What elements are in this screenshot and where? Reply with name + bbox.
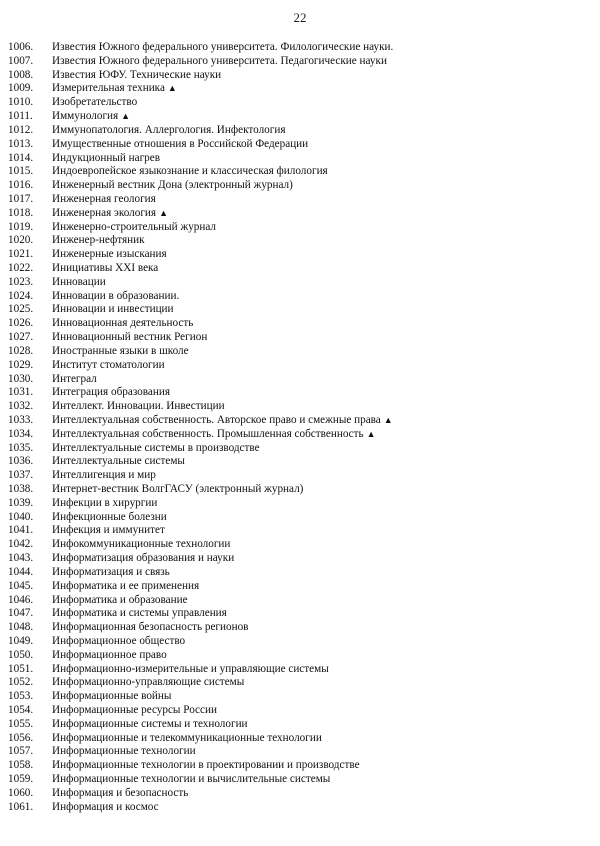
entry-number: 1028.: [8, 344, 34, 357]
list-item: [8, 400, 592, 414]
entry-number: 1029.: [8, 358, 34, 371]
entry-number: 1023.: [8, 275, 34, 288]
entry-title: Информационные технологии и вычислительные системы: [52, 773, 331, 786]
list-item: [8, 152, 592, 166]
entry-title: Информация и безопасность: [52, 786, 189, 799]
list-item: [8, 124, 592, 138]
entry-title: Иностранные языки в школе: [52, 344, 189, 357]
list-item: [8, 359, 592, 373]
list-item: [8, 317, 592, 331]
entry-title: Институт стоматологии: [52, 358, 165, 371]
list-item: [8, 165, 592, 179]
entry-title: Информационное право: [52, 648, 167, 661]
entry-number: 1036.: [8, 455, 34, 468]
entry-number: 1042.: [8, 538, 34, 551]
entry-title: Информатика и ее применения: [52, 579, 200, 592]
list-item: [8, 511, 592, 525]
list-item: [8, 704, 592, 718]
list-item: [8, 718, 592, 732]
list-item: [8, 759, 592, 773]
list-item: [8, 455, 592, 469]
entry-title: Инфекции в хирургии: [52, 496, 158, 509]
entry-number: 1059.: [8, 773, 34, 786]
entry-title: Интеллигенция и мир: [52, 469, 156, 482]
list-item: [8, 331, 592, 345]
list-item: [8, 635, 592, 649]
list-item: [8, 303, 592, 317]
entry-title: Информатика и образование: [52, 593, 188, 606]
journal-list: [8, 41, 592, 815]
entry-number: 1008.: [8, 68, 34, 81]
list-item: [8, 594, 592, 608]
list-item: [8, 373, 592, 387]
list-item: [8, 801, 592, 815]
page-number: 22: [293, 10, 307, 25]
entry-title: Инженерно-строительный журнал: [52, 220, 217, 233]
entry-title: Инновационный вестник Регион: [52, 331, 208, 344]
list-item: [8, 469, 592, 483]
entry-title: Инициативы XXI века: [52, 262, 159, 274]
triangle-marker-icon: ▲: [366, 428, 376, 439]
entry-title: Информация и космос: [52, 800, 159, 813]
entry-title: Имущественные отношения в Российской Федерации: [52, 137, 309, 150]
triangle-marker-icon: ▲: [383, 414, 393, 425]
entry-title: Измерительная техника: [52, 82, 165, 95]
entry-title: Информационно-управляющие системы: [52, 676, 245, 689]
list-item: [8, 428, 592, 442]
entry-title: Информационно-измерительные и управляющие системы: [52, 662, 329, 675]
list-item: [8, 497, 592, 511]
entry-title: Известия Южного федерального университета. Филологические науки.: [52, 41, 394, 53]
list-item: [8, 745, 592, 759]
entry-title: Иммунология: [52, 110, 119, 123]
entry-number: 1020.: [8, 234, 34, 247]
entry-number: 1019.: [8, 220, 34, 233]
entry-number: 1056.: [8, 731, 34, 744]
entry-number: 1025.: [8, 303, 34, 316]
list-item: [8, 663, 592, 677]
entry-number: 1017.: [8, 192, 34, 205]
entry-number: 1061.: [8, 800, 34, 813]
entry-title: Интеллектуальная собственность. Промышленная собственность: [52, 427, 364, 440]
entry-number: 1055.: [8, 717, 34, 730]
list-item: [8, 787, 592, 801]
entry-number: 1058.: [8, 759, 34, 772]
entry-number: 1040.: [8, 510, 34, 523]
entry-number: 1014.: [8, 151, 34, 164]
list-item: [8, 345, 592, 359]
list-item: [8, 179, 592, 193]
entry-title: Известия ЮФУ. Технические науки: [52, 68, 222, 81]
entry-number: 1031.: [8, 386, 34, 399]
entry-title: Информатизация образования и науки: [52, 552, 235, 565]
entry-title: Инженерные изыскания: [52, 248, 167, 261]
list-item: [8, 207, 592, 221]
entry-title: Известия Южного федерального университета. Педагогические науки: [52, 54, 387, 67]
list-item: [8, 82, 592, 96]
entry-number: 1035.: [8, 441, 34, 454]
entry-number: 1037.: [8, 469, 34, 482]
triangle-marker-icon: ▲: [159, 207, 168, 218]
list-item: [8, 276, 592, 290]
entry-title: Информационные и телекоммуникационные технологии: [52, 731, 322, 744]
entry-number: 1051.: [8, 662, 34, 675]
entry-number: 1033.: [8, 413, 34, 426]
list-item: [8, 138, 592, 152]
list-item: [8, 96, 592, 110]
list-item: [8, 69, 592, 83]
entry-number: 1047.: [8, 607, 34, 620]
entry-number: 1041.: [8, 524, 34, 537]
entry-title: Индоевропейское языкознание и классическая филология: [52, 165, 328, 178]
list-item: [8, 732, 592, 746]
entry-number: 1009.: [8, 82, 34, 95]
list-item: [8, 55, 592, 69]
list-item: [8, 483, 592, 497]
entry-number: 1024.: [8, 289, 34, 302]
entry-title: Информационные технологии: [52, 745, 196, 758]
entry-title: Инженерный вестник Дона (электронный журнал): [52, 179, 293, 192]
entry-number: 1045.: [8, 579, 34, 592]
list-item: [8, 234, 592, 248]
entry-number: 1053.: [8, 690, 34, 703]
entry-number: 1060.: [8, 786, 34, 799]
entry-title: Интеграция образования: [52, 386, 170, 399]
entry-title: Инновации и инвестиции: [52, 303, 174, 316]
entry-number: 1052.: [8, 676, 34, 689]
entry-number: 1018.: [8, 206, 34, 219]
entry-title: Интернет-вестник ВолгГАСУ (электронный журнал): [52, 483, 304, 495]
entry-title: Иммунопатология. Аллергология. Инфектология: [52, 123, 286, 136]
entry-number: 1048.: [8, 621, 34, 634]
entry-number: 1054.: [8, 704, 34, 716]
list-item: [8, 193, 592, 207]
entry-title: Изобретательство: [52, 96, 138, 109]
entry-number: 1007.: [8, 54, 34, 67]
entry-number: 1011.: [8, 110, 33, 123]
list-item: [8, 41, 592, 55]
entry-title: Инженерная геология: [52, 192, 156, 205]
list-item: [8, 649, 592, 663]
entry-title: Интеграл: [52, 372, 97, 385]
entry-title: Инженер-нефтяник: [52, 234, 145, 247]
entry-number: 1030.: [8, 372, 34, 385]
entry-title: Информационные ресурсы России: [52, 704, 217, 716]
list-item: [8, 566, 592, 580]
entry-number: 1015.: [8, 165, 34, 178]
list-item: [8, 676, 592, 690]
triangle-marker-icon: ▲: [167, 83, 177, 94]
entry-number: 1010.: [8, 96, 34, 109]
entry-title: Инновации: [52, 275, 106, 288]
entry-title: Информационные войны: [52, 690, 172, 703]
entry-number: 1034.: [8, 427, 34, 440]
list-item: [8, 621, 592, 635]
list-item: [8, 773, 592, 787]
entry-number: 1039.: [8, 496, 34, 509]
entry-title: Интеллектуальные системы в производстве: [52, 441, 260, 454]
entry-number: 1027.: [8, 331, 34, 344]
list-item: [8, 690, 592, 704]
triangle-marker-icon: ▲: [121, 111, 131, 122]
entry-title: Информатизация и связь: [52, 565, 170, 578]
list-item: [8, 414, 592, 428]
entry-title: Инфекция и иммунитет: [52, 524, 165, 537]
entry-title: Интеллектуальная собственность. Авторское право и смежные права: [52, 413, 381, 426]
list-item: [8, 552, 592, 566]
list-item: [8, 290, 592, 304]
entry-title: Информационное общество: [52, 634, 186, 647]
list-item: [8, 524, 592, 538]
list-item: [8, 580, 592, 594]
entry-number: 1016.: [8, 179, 34, 192]
entry-number: 1057.: [8, 745, 34, 758]
entry-number: 1049.: [8, 634, 34, 647]
entry-title: Инфекционные болезни: [52, 510, 167, 523]
entry-title: Информационная безопасность регионов: [52, 621, 249, 634]
entry-number: 1032.: [8, 400, 34, 413]
entry-title: Инженерная экология: [52, 206, 157, 219]
entry-title: Информатика и системы управления: [52, 607, 227, 620]
entry-number: 1043.: [8, 552, 34, 565]
entry-title: Интеллектуальные системы: [52, 455, 185, 468]
entry-title: Инновации в образовании.: [52, 289, 180, 302]
entry-number: 1038.: [8, 483, 34, 495]
entry-title: Информационные системы и технологии: [52, 717, 248, 730]
entry-title: Информационные технологии в проектировании и производстве: [52, 759, 360, 772]
entry-number: 1021.: [8, 248, 34, 261]
entry-title: Инновационная деятельность: [52, 317, 194, 330]
entry-number: 1006.: [8, 41, 34, 53]
entry-title: Интеллект. Инновации. Инвестиции: [52, 400, 225, 413]
entry-number: 1044.: [8, 565, 34, 578]
list-item: [8, 262, 592, 276]
entry-title: Инфокоммуникационные технологии: [52, 538, 231, 551]
entry-number: 1022.: [8, 262, 34, 274]
entry-number: 1050.: [8, 648, 34, 661]
list-item: [8, 248, 592, 262]
list-item: [8, 442, 592, 456]
list-item: [8, 386, 592, 400]
entry-number: 1026.: [8, 317, 34, 330]
entry-number: 1046.: [8, 593, 34, 606]
entry-number: 1013.: [8, 137, 34, 150]
list-item: [8, 538, 592, 552]
list-item: [8, 607, 592, 621]
entry-title: Индукционный нагрев: [52, 151, 161, 164]
entry-number: 1012.: [8, 123, 34, 136]
list-item: [8, 110, 592, 124]
list-item: [8, 221, 592, 235]
